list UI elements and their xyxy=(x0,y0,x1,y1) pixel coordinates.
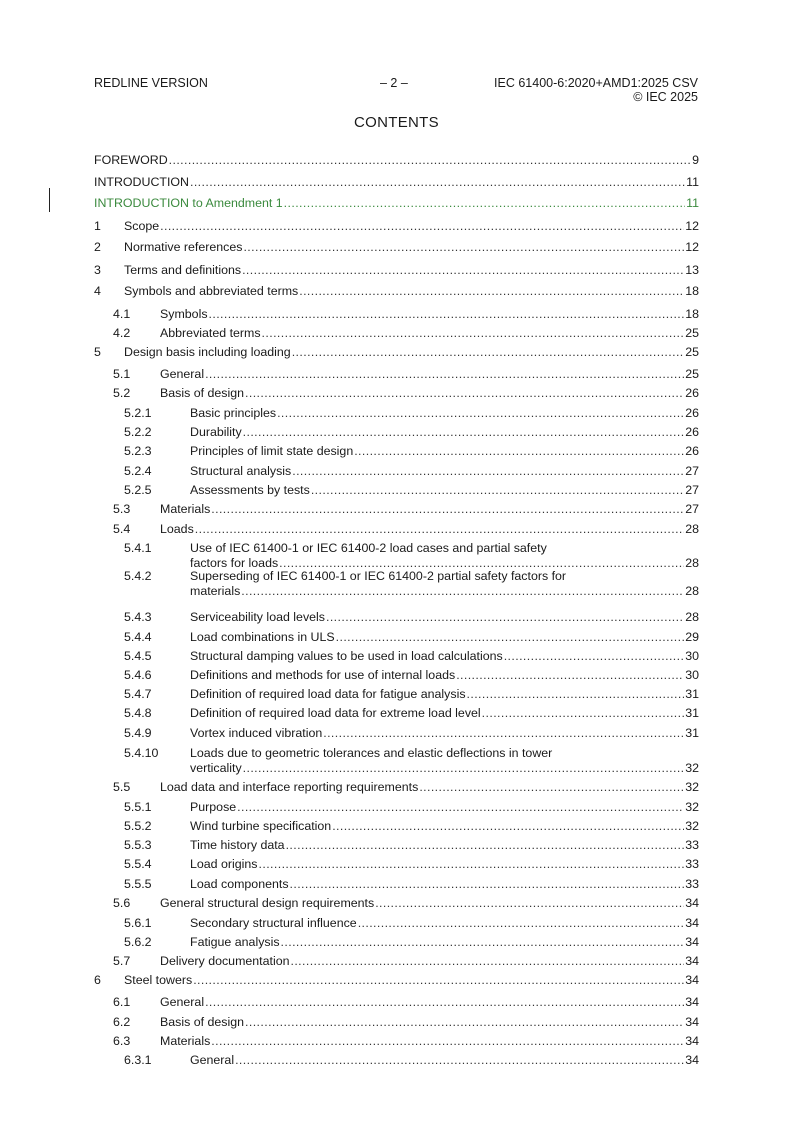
toc-entry-number: 2 xyxy=(94,240,101,254)
dot-leader xyxy=(292,464,684,479)
toc-entry-title: Materials xyxy=(160,1034,211,1048)
toc-entry-text xyxy=(190,726,699,741)
toc-entry-page: 26 xyxy=(685,386,699,400)
toc-entry-text xyxy=(94,196,699,211)
toc-entry-text xyxy=(190,569,699,599)
toc-entry-title: Delivery documentation xyxy=(160,954,290,968)
toc-entry-text xyxy=(190,877,699,892)
toc-entry-title: Basic principles xyxy=(190,406,277,420)
dot-leader xyxy=(169,153,691,168)
toc-entry-number: 5.2.3 xyxy=(124,444,152,458)
toc-entry-page: 34 xyxy=(685,1015,699,1029)
header-right xyxy=(494,76,698,104)
toc-entry-page: 26 xyxy=(685,444,699,458)
toc-entry-text xyxy=(190,1053,699,1068)
toc-entry-title: General xyxy=(160,367,205,381)
toc-entry-title: materials xyxy=(190,584,241,598)
dot-leader xyxy=(467,687,685,702)
toc-entry-title-line: Use of IEC 61400-1 or IEC 61400-2 load cases and partial safety xyxy=(190,541,547,555)
toc-entry-number: 5.4.7 xyxy=(124,687,152,701)
toc-entry-number: 5.4.9 xyxy=(124,726,152,740)
toc-entry-title: Load combinations in ULS xyxy=(190,630,335,644)
dot-leader xyxy=(504,649,684,664)
toc-entry-title: FOREWORD xyxy=(94,153,168,167)
toc-entry-title: General structural design requirements xyxy=(160,896,375,910)
toc-entry-page: 18 xyxy=(685,307,699,321)
toc-entry-number: 5.4.2 xyxy=(124,569,152,583)
toc-entry-page: 28 xyxy=(685,584,699,598)
toc-entry-page: 33 xyxy=(685,838,699,852)
toc-entry-title: Fatigue analysis xyxy=(190,935,280,949)
toc-entry-text xyxy=(124,345,699,360)
toc-entry-text xyxy=(190,706,699,721)
toc-entry-page: 34 xyxy=(685,935,699,949)
dot-leader xyxy=(277,406,684,421)
toc-entry-text xyxy=(160,1034,699,1049)
dot-leader xyxy=(482,706,685,721)
toc-entry-text xyxy=(190,916,699,931)
toc-entry-number: 5.2.4 xyxy=(124,464,152,478)
toc-entry-number: 5.4.4 xyxy=(124,630,152,644)
toc-entry-text xyxy=(190,819,699,834)
toc-entry-text xyxy=(190,425,699,440)
toc-entry-page: 28 xyxy=(685,522,699,536)
dot-leader xyxy=(354,444,684,459)
toc-entry-title: verticality xyxy=(190,761,242,775)
toc-entry-number: 6.2 xyxy=(113,1015,131,1029)
toc-entry-text xyxy=(160,367,699,382)
toc-entry-number: 5.4.10 xyxy=(124,746,159,760)
toc-entry-number: 5.2.2 xyxy=(124,425,152,439)
toc-entry-text xyxy=(124,240,699,255)
dot-leader xyxy=(243,761,685,776)
toc-entry-title: Loads xyxy=(160,522,194,536)
toc-entry-number: 5.2 xyxy=(113,386,131,400)
dot-leader xyxy=(235,1053,684,1068)
toc-entry-number: 5.4.1 xyxy=(124,541,152,555)
toc-entry-page: 32 xyxy=(685,819,699,833)
toc-entry-text xyxy=(160,307,699,322)
toc-entry-title: Wind turbine specification xyxy=(190,819,332,833)
dot-leader xyxy=(290,954,684,969)
toc-entry-title: Assessments by tests xyxy=(190,483,310,497)
toc-entry-title: Materials xyxy=(160,502,211,516)
toc-entry-text xyxy=(190,838,699,853)
dot-leader xyxy=(375,896,684,911)
toc-entry-title: Purpose xyxy=(190,800,237,814)
toc-entry-text xyxy=(190,541,699,571)
dot-leader xyxy=(211,1034,684,1049)
toc-entry-number: 5.6.2 xyxy=(124,935,152,949)
toc-entry-number: 5 xyxy=(94,345,101,359)
toc-entry-number: 4.1 xyxy=(113,307,131,321)
header-page-number: – 2 – xyxy=(380,76,408,90)
toc-entry-page: 34 xyxy=(685,1053,699,1067)
toc-entry-text xyxy=(190,464,699,479)
dot-leader xyxy=(290,877,685,892)
page-title: CONTENTS xyxy=(354,114,439,131)
toc-entry-page: 25 xyxy=(685,367,699,381)
toc-entry-page: 34 xyxy=(685,916,699,930)
toc-entry-title: Basis of design xyxy=(160,386,245,400)
toc-entry-page: 33 xyxy=(685,857,699,871)
toc-entry-title: Serviceability load levels xyxy=(190,610,325,624)
dot-leader xyxy=(160,219,684,234)
toc-entry-text xyxy=(94,153,699,168)
toc-entry-number: 5.4.5 xyxy=(124,649,152,663)
toc-entry-number: 5.5.1 xyxy=(124,800,152,814)
toc-entry-number: 5.3 xyxy=(113,502,131,516)
toc-entry-page: 34 xyxy=(685,896,699,910)
toc-entry-title: Symbols xyxy=(160,307,208,321)
toc-entry-page: 28 xyxy=(685,610,699,624)
toc-entry-text xyxy=(160,1015,699,1030)
toc-entry-text xyxy=(124,219,699,234)
dot-leader xyxy=(209,307,685,322)
toc-entry-text xyxy=(160,954,699,969)
dot-leader xyxy=(237,800,684,815)
toc-entry-title-line: Loads due to geometric tolerances and elastic deflections in tower xyxy=(190,746,553,760)
toc-entry-text xyxy=(190,935,699,950)
toc-entry-title: General xyxy=(190,1053,235,1067)
toc-entry-number: 5.4.3 xyxy=(124,610,152,624)
toc-entry-text xyxy=(160,522,699,537)
toc-entry-title: factors for loads xyxy=(190,556,279,570)
toc-entry-page: 12 xyxy=(685,219,699,233)
toc-entry-text xyxy=(124,284,699,299)
toc-entry-title-line: Superseding of IEC 61400-1 or IEC 61400-2 partial safety factors for xyxy=(190,569,567,583)
toc-entry-title: Normative references xyxy=(124,240,243,254)
dot-leader xyxy=(195,522,684,537)
toc-entry-page: 33 xyxy=(685,877,699,891)
dot-leader xyxy=(242,263,684,278)
toc-entry-text xyxy=(160,502,699,517)
toc-entry-page: 32 xyxy=(685,800,699,814)
toc-entry-title: INTRODUCTION xyxy=(94,175,189,189)
toc-entry-page: 26 xyxy=(685,406,699,420)
toc-entry-text xyxy=(190,649,699,664)
toc-entry-title: Steel towers xyxy=(124,973,193,987)
toc-entry-title: Vortex induced vibration xyxy=(190,726,323,740)
toc-entry-page: 29 xyxy=(685,630,699,644)
toc-entry-number: 5.4 xyxy=(113,522,131,536)
dot-leader xyxy=(205,995,684,1010)
dot-leader xyxy=(419,780,684,795)
dot-leader xyxy=(243,240,684,255)
toc-entry-page: 32 xyxy=(685,761,699,775)
toc-entry-page: 32 xyxy=(685,780,699,794)
dot-leader xyxy=(358,916,685,931)
dot-leader xyxy=(262,326,685,341)
toc-entry-page: 26 xyxy=(685,425,699,439)
header-copyright: © IEC 2025 xyxy=(633,90,698,104)
toc-entry-page: 25 xyxy=(685,345,699,359)
toc-entry-page: 27 xyxy=(685,483,699,497)
toc-entry-text xyxy=(190,857,699,872)
toc-entry-number: 5.7 xyxy=(113,954,131,968)
toc-entry-text xyxy=(190,687,699,702)
toc-entry-number: 5.5.5 xyxy=(124,877,152,891)
toc-entry-page: 9 xyxy=(692,153,699,167)
toc-entry-number: 5.2.5 xyxy=(124,483,152,497)
toc-entry-number: 5.5.2 xyxy=(124,819,152,833)
toc-entry-page: 34 xyxy=(685,995,699,1009)
toc-entry-title: Terms and definitions xyxy=(124,263,242,277)
revision-change-bar xyxy=(49,188,50,212)
dot-leader xyxy=(284,196,685,211)
toc-entry-page: 28 xyxy=(685,556,699,570)
toc-entry-text xyxy=(190,630,699,645)
toc-entry-text xyxy=(160,326,699,341)
toc-entry-number: 5.6.1 xyxy=(124,916,152,930)
toc-entry-text xyxy=(190,610,699,625)
toc-entry-number: 6.1 xyxy=(113,995,131,1009)
toc-entry-text xyxy=(124,263,699,278)
header-document-id: IEC 61400-6:2020+AMD1:2025 CSV xyxy=(494,76,698,90)
dot-leader xyxy=(245,386,684,401)
toc-entry-number: 5.4.6 xyxy=(124,668,152,682)
header-left: REDLINE VERSION xyxy=(94,76,208,90)
toc-entry-title: Time history data xyxy=(190,838,285,852)
toc-entry-text xyxy=(190,668,699,683)
toc-entry-text xyxy=(190,800,699,815)
toc-entry-text xyxy=(160,995,699,1010)
dot-leader xyxy=(292,345,685,360)
toc-entry-title: Definition of required load data for extreme load level xyxy=(190,706,481,720)
toc-entry-page: 25 xyxy=(685,326,699,340)
toc-entry-number: 5.6 xyxy=(113,896,131,910)
toc-entry-title: Definitions and methods for use of internal loads xyxy=(190,668,456,682)
dot-leader xyxy=(311,483,684,498)
dot-leader xyxy=(326,610,684,625)
toc-entry-page: 12 xyxy=(685,240,699,254)
dot-leader xyxy=(456,668,684,683)
toc-entry-title: Structural damping values to be used in load calculations xyxy=(190,649,503,663)
toc-entry-number: 5.1 xyxy=(113,367,131,381)
toc-entry-title: Durability xyxy=(190,425,242,439)
toc-entry-number: 5.4.8 xyxy=(124,706,152,720)
toc-entry-title: Design basis including loading xyxy=(124,345,291,359)
toc-entry-text xyxy=(190,444,699,459)
toc-entry-text xyxy=(94,175,699,190)
dot-leader xyxy=(243,425,685,440)
dot-leader xyxy=(336,630,685,645)
toc-entry-text xyxy=(124,973,699,988)
toc-entry-page: 31 xyxy=(685,726,699,740)
toc-entry-page: 27 xyxy=(685,502,699,516)
toc-entry-text xyxy=(160,896,699,911)
toc-entry-title: Definition of required load data for fatigue analysis xyxy=(190,687,466,701)
toc-entry-title: Secondary structural influence xyxy=(190,916,357,930)
dot-leader xyxy=(241,584,684,599)
toc-entry-title: General xyxy=(160,995,205,1009)
toc-entry-number: 5.5.4 xyxy=(124,857,152,871)
toc-entry-title: Load origins xyxy=(190,857,258,871)
dot-leader xyxy=(281,935,685,950)
toc-entry-text xyxy=(190,483,699,498)
toc-entry-title: Principles of limit state design xyxy=(190,444,354,458)
toc-entry-title: Basis of design xyxy=(160,1015,245,1029)
toc-entry-number: 1 xyxy=(94,219,101,233)
toc-entry-page: 27 xyxy=(685,464,699,478)
dot-leader xyxy=(332,819,684,834)
toc-entry-page: 30 xyxy=(685,668,699,682)
toc-entry-number: 5.5 xyxy=(113,780,131,794)
toc-entry-title: Load components xyxy=(190,877,289,891)
toc-entry-page: 11 xyxy=(686,175,699,189)
toc-entry-page: 34 xyxy=(685,1034,699,1048)
dot-leader xyxy=(299,284,684,299)
toc-entry-page: 30 xyxy=(685,649,699,663)
toc-entry-number: 6.3 xyxy=(113,1034,131,1048)
toc-entry-title: Symbols and abbreviated terms xyxy=(124,284,299,298)
toc-entry-text xyxy=(190,746,699,776)
dot-leader xyxy=(193,973,684,988)
toc-entry-text xyxy=(160,386,699,401)
toc-entry-text xyxy=(190,406,699,421)
dot-leader xyxy=(259,857,685,872)
dot-leader xyxy=(245,1015,684,1030)
toc-entry-text xyxy=(160,780,699,795)
toc-entry-title: Structural analysis xyxy=(190,464,292,478)
toc-entry-page: 11 xyxy=(686,196,699,210)
toc-entry-title: INTRODUCTION to Amendment 1 xyxy=(94,196,283,210)
toc-entry-page: 18 xyxy=(685,284,699,298)
toc-entry-number: 4 xyxy=(94,284,101,298)
toc-entry-number: 5.5.3 xyxy=(124,838,152,852)
toc-entry-page: 34 xyxy=(685,954,699,968)
toc-entry-title: Load data and interface reporting requirements xyxy=(160,780,419,794)
toc-entry-page: 31 xyxy=(685,687,699,701)
dot-leader xyxy=(211,502,684,517)
dot-leader xyxy=(286,838,685,853)
toc-entry-number: 6.3.1 xyxy=(124,1053,152,1067)
toc-entry-number: 6 xyxy=(94,973,101,987)
dot-leader xyxy=(190,175,685,190)
toc-entry-number: 4.2 xyxy=(113,326,131,340)
dot-leader xyxy=(323,726,684,741)
toc-entry-title: Abbreviated terms xyxy=(160,326,261,340)
toc-entry-page: 13 xyxy=(685,263,699,277)
toc-entry-number: 5.2.1 xyxy=(124,406,152,420)
toc-entry-title: Scope xyxy=(124,219,160,233)
toc-entry-number: 3 xyxy=(94,263,101,277)
toc-entry-page: 34 xyxy=(685,973,699,987)
dot-leader xyxy=(205,367,684,382)
toc-entry-page: 31 xyxy=(685,706,699,720)
